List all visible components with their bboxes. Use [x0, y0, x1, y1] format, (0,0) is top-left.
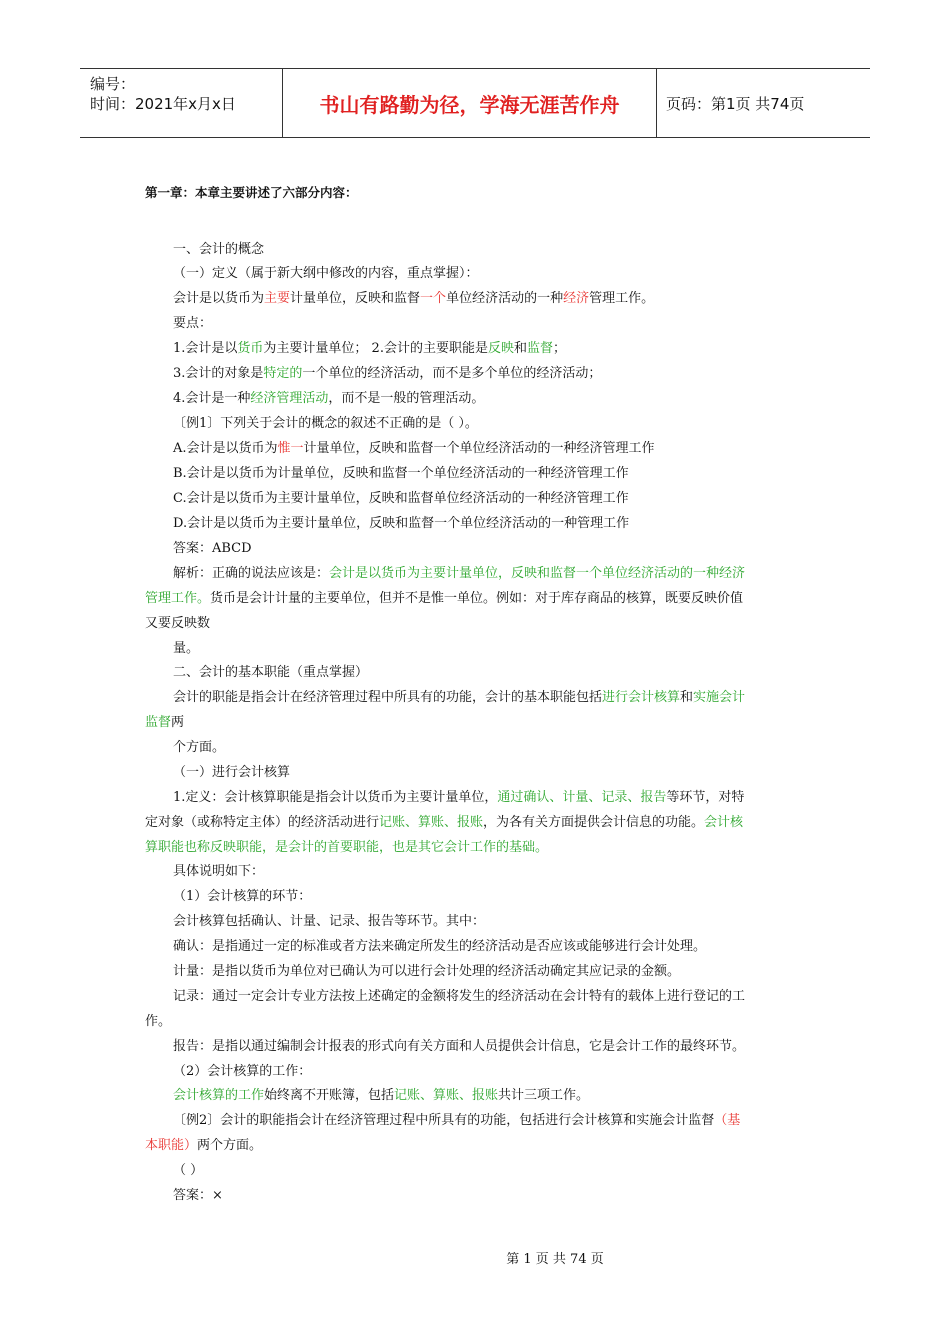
option-d: D.会计是以货币为主要计量单位，反映和监督一个单位经济活动的一种管理工作	[173, 516, 630, 531]
header-left-cell	[80, 69, 282, 137]
answer: 答案：×	[173, 1188, 223, 1203]
page-footer: 第 1 页 共 74 页	[506, 1252, 604, 1267]
paragraph-line: 会计核算的工作始终离不开账簿，包括记账、算账、报账共计三项工作。	[173, 1088, 590, 1103]
answer-blank: （ ）	[173, 1163, 204, 1178]
paragraph-line: 算职能也称反映职能，是会计的首要职能，也是其它会计工作的基础。	[145, 840, 549, 855]
example-question: 本职能）两个方面。	[145, 1138, 263, 1153]
analysis-line: 量。	[173, 641, 200, 656]
example-question: 〔例1〕下列关于会计的概念的叙述不正确的是（ ）。	[173, 416, 478, 431]
paragraph-line: 计量：是指以货币为单位对已确认为可以进行会计处理的经济活动确定其应记录的金额。	[173, 964, 681, 979]
chapter-title: 第一章：本章主要讲述了六部分内容：	[145, 185, 358, 200]
paragraph-line: 会计核算包括确认、计量、记录、报告等环节。其中：	[173, 914, 486, 929]
paragraph-line: 作。	[145, 1014, 172, 1029]
document-date: 时间：2021年x月x日	[90, 95, 236, 113]
example-question: 〔例2〕会计的职能指会计在经济管理过程中所具有的功能，包括进行会计核算和实施会计监督（基	[173, 1113, 741, 1128]
paragraph-line: 3.会计的对象是特定的一个单位的经济活动，而不是多个单位的经济活动；	[173, 366, 602, 381]
option-b: B.会计是以货币为计量单位，反映和监督一个单位经济活动的一种经济管理工作	[173, 466, 629, 481]
paragraph-line: 个方面。	[173, 740, 226, 755]
subsection-heading: （一）定义（属于新大纲中修改的内容，重点掌握）：	[173, 266, 479, 281]
paragraph-line: 会计是以货币为主要计量单位，反映和监督一个单位经济活动的一种经济管理工作。	[173, 291, 655, 306]
paragraph-line: 4.会计是一种经济管理活动，而不是一般的管理活动。	[173, 391, 485, 406]
paragraph-line: 定对象（或称特定主体）的经济活动进行记账、算账、报账，为各有关方面提供会计信息的功能。会计核	[145, 815, 744, 830]
subsection-heading: （一）进行会计核算	[173, 765, 291, 780]
paragraph-line: 监督两	[145, 715, 185, 730]
paragraph-line: （2）会计核算的工作：	[173, 1064, 312, 1079]
analysis-line: 解析：正确的说法应该是：会计是以货币为主要计量单位，反映和监督一个单位经济活动的一种经济	[173, 566, 746, 581]
option-c: C.会计是以货币为主要计量单位，反映和监督单位经济活动的一种经济管理工作	[173, 491, 629, 506]
paragraph-line: 具体说明如下：	[173, 864, 265, 879]
section-heading: 一、会计的概念	[173, 242, 265, 257]
paragraph-line: 记录：通过一定会计专业方法按上述确定的金额将发生的经济活动在会计特有的载体上进行登记的工	[173, 989, 746, 1004]
answer: 答案：ABCD	[173, 541, 252, 556]
section-heading: 二、会计的基本职能（重点掌握）	[173, 665, 369, 680]
paragraph-line: 报告：是指以通过编制会计报表的形式向有关方面和人员提供会计信息，它是会计工作的最终环节。	[173, 1039, 746, 1054]
header-page-info: 页码：第1页 共74页	[666, 94, 805, 113]
paragraph-line: 要点：	[173, 316, 213, 331]
paragraph-line: 会计的职能是指会计在经济管理过程中所具有的功能，会计的基本职能包括进行会计核算和实施会计	[173, 690, 746, 705]
analysis-line: 又要反映数	[145, 616, 211, 631]
header-motto: 书山有路勤为径，学海无涯苦作舟	[282, 69, 657, 137]
analysis-line: 管理工作。货币是会计计量的主要单位，但并不是惟一单位。例如：对于库存商品的核算，既要反映价值	[145, 591, 744, 606]
paragraph-line: 确认：是指通过一定的标准或者方法来确定所发生的经济活动是否应该或能够进行会计处理。	[173, 939, 707, 954]
document-header	[80, 68, 870, 138]
option-a: A.会计是以货币为惟一计量单位，反映和监督一个单位经济活动的一种经济管理工作	[173, 441, 655, 456]
document-number-label: 编号：	[90, 75, 136, 93]
paragraph-line: （1）会计核算的环节：	[173, 889, 312, 904]
paragraph-line: 1.会计是以货币为主要计量单位； 2.会计的主要职能是反映和监督；	[173, 341, 567, 356]
paragraph-line: 1.定义：会计核算职能是指会计以货币为主要计量单位，通过确认、计量、记录、报告等环节，对特	[173, 790, 745, 805]
